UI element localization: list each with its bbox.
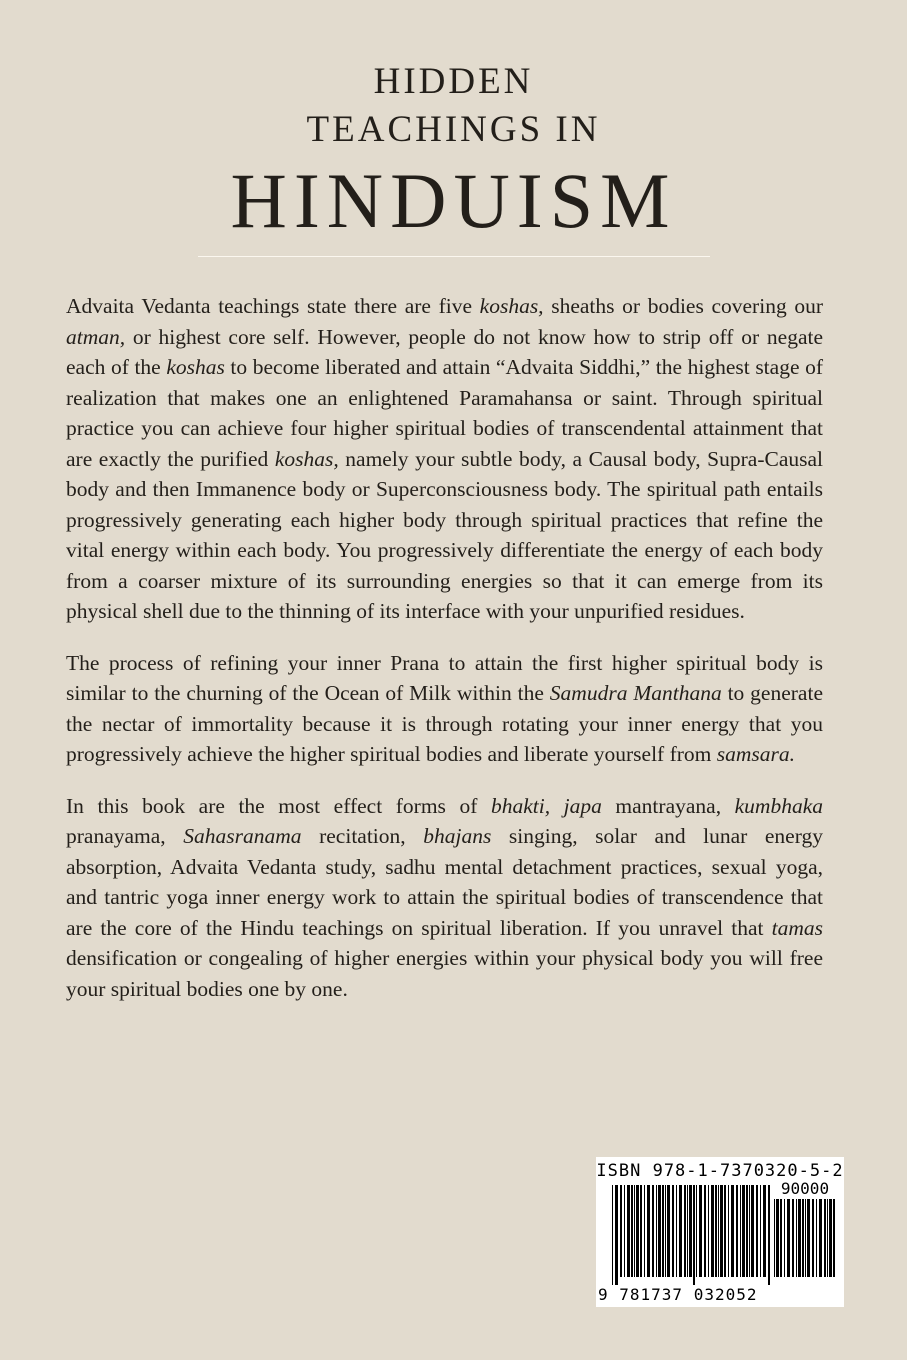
barcode-bar — [631, 1185, 633, 1277]
barcode-bar — [724, 1185, 726, 1277]
italic-term: Samudra Manthana — [549, 681, 722, 705]
barcode-bar — [760, 1185, 761, 1277]
text-run: namely your subtle body, a Causal body, Supra-Causal body and then Immanence body or Superconsciousness body. The spiritual path entails progressively generating each higher body through spiritual practices that refine the vital energy within each body. You progressively differentiate the energy of each body from a coarser mixture of its surrounding energies so that it can emerge from its physical shell due to the thinning of its interface with your unpurified residues. — [66, 446, 823, 623]
barcode-bar — [833, 1199, 835, 1277]
barcode-bar — [780, 1199, 782, 1277]
ean-number: 9 781737 032052 — [598, 1285, 774, 1304]
text-run: Advaita Vedanta teachings state there are five — [66, 294, 480, 318]
barcode-bar — [742, 1185, 745, 1277]
barcode-bar — [676, 1185, 677, 1277]
barcode-bar — [620, 1185, 622, 1277]
barcode-bar — [636, 1185, 639, 1277]
barcode-bar — [728, 1185, 729, 1277]
italic-term: bhakti, japa — [490, 793, 602, 818]
barcode-bar — [812, 1199, 814, 1277]
barcode-bar — [802, 1199, 804, 1277]
barcode-bar — [640, 1185, 642, 1277]
text-run: In this book are the most effect forms of — [66, 793, 491, 818]
addon-barcode-bars — [774, 1199, 836, 1285]
text-run: recitation, — [301, 824, 424, 848]
blurb-text — [66, 291, 823, 1025]
barcode-bar — [644, 1185, 645, 1277]
barcode-bar — [774, 1199, 775, 1277]
barcode-bar — [718, 1185, 719, 1277]
barcode-bar — [792, 1199, 794, 1277]
italic-term: Sahasranama — [183, 824, 302, 848]
title-divider — [198, 256, 710, 257]
book-title — [0, 58, 907, 246]
barcode-bar — [824, 1199, 826, 1277]
barcode-bar — [736, 1185, 738, 1277]
barcode-bar — [615, 1185, 618, 1285]
barcode-bar — [662, 1185, 664, 1277]
barcode-bar — [679, 1185, 682, 1277]
barcode-bar — [816, 1199, 817, 1277]
title-line-teachings-in: TEACHINGS IN — [306, 109, 601, 150]
barcode-bar — [720, 1185, 723, 1277]
blurb-paragraph-3 — [66, 791, 823, 1005]
isbn-label: ISBN 978-1-7370320-5-2 — [596, 1161, 844, 1181]
barcode-bar — [627, 1185, 630, 1277]
barcode-bar — [749, 1185, 750, 1277]
barcode-bar — [711, 1185, 714, 1277]
barcode-bar — [798, 1199, 801, 1277]
barcode-bar — [699, 1185, 702, 1277]
barcode-bar — [763, 1185, 766, 1277]
barcode-bar — [776, 1199, 779, 1277]
barcode-bar — [612, 1185, 613, 1285]
text-run: pranayama, — [66, 824, 184, 848]
barcode-bar — [656, 1185, 657, 1277]
barcode-bar — [704, 1185, 706, 1277]
barcode-bar — [665, 1185, 666, 1277]
italic-term: koshas — [166, 355, 225, 379]
text-run: sheaths or bodies covering our — [543, 294, 823, 318]
italic-term: kumbhaka — [734, 793, 824, 818]
barcode-bar — [647, 1185, 650, 1277]
blurb-paragraph-1 — [66, 291, 823, 627]
barcode-bar — [756, 1185, 758, 1277]
barcode-bar — [768, 1185, 770, 1285]
barcode-bar — [805, 1199, 806, 1277]
barcode-bar — [827, 1199, 828, 1277]
text-run: densification or congealing of higher energies within your physical body you will free your spiritual bodies one by one. — [66, 946, 823, 1001]
barcode-bar — [634, 1185, 635, 1277]
barcode-bar — [693, 1185, 695, 1285]
italic-term: tamas — [771, 915, 823, 940]
isbn-barcode — [596, 1157, 844, 1307]
barcode-bar — [746, 1185, 748, 1277]
text-run: to become liberated and attain “Advaita Siddhi,” the highest stage of realization that makes one an enlightened Paramahansa or saint. Through spiritual practice you can achieve four higher spiritual bodies of transcendental attainment that are exactly the purified — [66, 355, 823, 471]
barcode-bar — [672, 1185, 674, 1277]
barcode-bar — [708, 1185, 709, 1277]
barcode-bar — [751, 1185, 754, 1277]
barcode-bar — [689, 1185, 692, 1277]
barcode-bar — [658, 1185, 661, 1277]
barcode-bar — [740, 1185, 741, 1277]
text-run: The process of refining your inner Prana to attain the first higher spiritual body is similar to the churning of the Ocean of Milk within the — [66, 650, 823, 705]
barcode-bar — [796, 1199, 797, 1277]
barcode-bar — [667, 1185, 670, 1277]
italic-term: samsara. — [716, 742, 796, 766]
barcode-bar — [819, 1199, 822, 1277]
barcode-bar — [715, 1185, 717, 1277]
italic-term: koshas, — [274, 446, 339, 471]
italic-term: koshas, — [479, 294, 544, 318]
barcode-bar — [624, 1185, 625, 1277]
barcode-bar — [731, 1185, 734, 1277]
title-line-hidden: HIDDEN — [373, 61, 534, 102]
italic-term: bhajans — [423, 824, 492, 848]
barcode-bar — [652, 1185, 654, 1277]
text-run: or highest core self. However, people do not know how to strip off or negate each of the — [66, 324, 823, 379]
barcode-bar — [696, 1185, 697, 1277]
text-run: to generate the nectar of immortality because it is through rotating your inner energy that you progressively achieve the higher spiritual bodies and liberate yourself from — [66, 681, 823, 766]
ean-barcode-bars — [612, 1185, 772, 1285]
italic-term: atman, — [66, 324, 126, 349]
barcode-bar — [687, 1185, 688, 1277]
title-line-hinduism: HINDUISM — [230, 157, 677, 244]
blurb-paragraph-2 — [66, 648, 823, 770]
barcode-bar — [829, 1199, 832, 1277]
barcode-bar — [784, 1199, 785, 1277]
addon-number: 90000 — [780, 1179, 830, 1198]
barcode-bar — [807, 1199, 810, 1277]
barcode-bar — [684, 1185, 686, 1277]
text-run: mantrayana, — [601, 793, 735, 818]
text-run: singing, solar and lunar energy absorption, Advaita Vedanta study, sadhu mental detachment practices, sexual yoga, and tantric yoga inner energy work to attain the spiritual bodies of transcendence that are the core of the Hindu teachings on spiritual liberation. If you unravel that — [66, 824, 823, 940]
barcode-bar — [787, 1199, 790, 1277]
